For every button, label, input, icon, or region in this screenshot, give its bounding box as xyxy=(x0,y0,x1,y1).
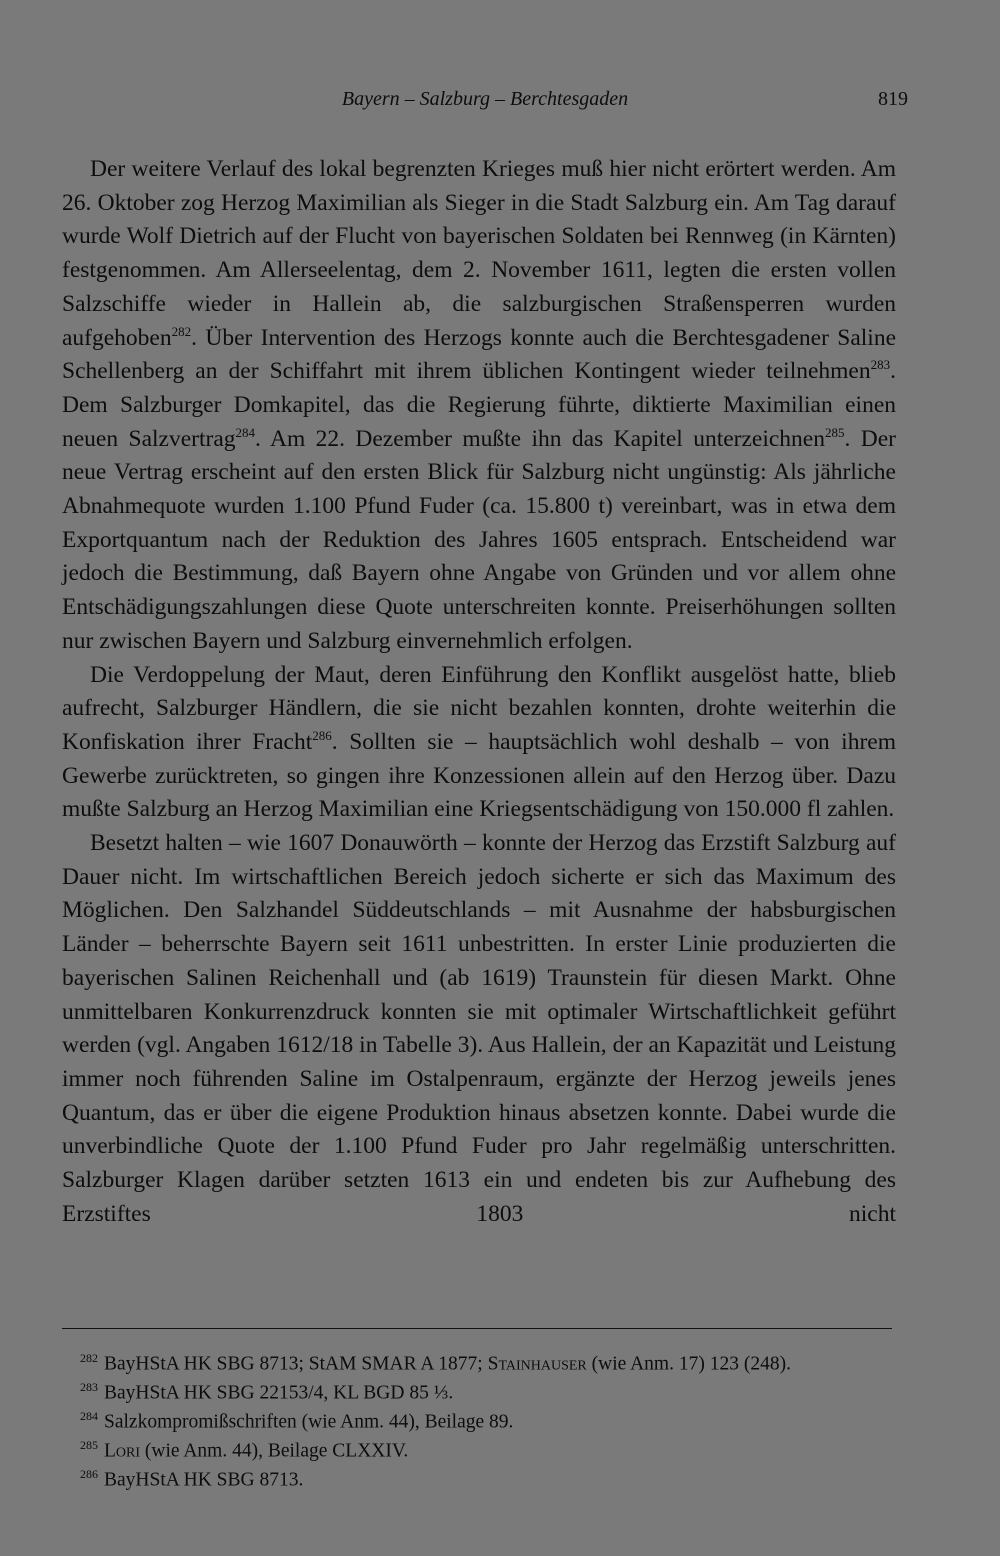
text-run: . Am 22. Dezember mußte ihn das Kapitel unterzeichnen xyxy=(255,425,825,452)
footnote-number: 282 xyxy=(80,1351,98,1365)
running-head xyxy=(62,88,908,118)
text-run: . Über Intervention des Herzogs konnte auch die Berchtesgadener Saline Schellenberg an der Schiffahrt mit ihrem üblichen Kontingent wieder teilnehmen xyxy=(62,324,896,385)
text-run: (wie Anm. 44), Beilage CLXXIV. xyxy=(140,1440,409,1462)
body-paragraph xyxy=(62,153,896,659)
footnote-reference: 282 xyxy=(171,323,192,339)
author-name: Lori xyxy=(104,1440,141,1462)
text-run: BayHStA HK SBG 22153/4, KL BGD 85 ⅓. xyxy=(104,1382,454,1404)
text-run: . Dem Salzburger Domkapitel, das die Regierung führte, diktierte Maximilian einen neuen Salzvertrag xyxy=(62,358,896,452)
text-run: BayHStA HK SBG 8713; StAM SMAR A 1877; xyxy=(104,1353,488,1375)
footnote-number: 285 xyxy=(80,1438,98,1452)
footnote xyxy=(62,1434,896,1463)
footnote-reference: 284 xyxy=(235,424,256,440)
text-run: Besetzt halten – wie 1607 Donauwörth – konnte der Herzog das Erzstift Salzburg auf Dauer nicht. Im wirtschaftlichen Bereich jedoch sicherte er sich das Maximum des Möglichen. Den Salzhandel Süddeutschlands – mit Ausnahme der habsburgischen Länder – beherrschte Bayern seit 1611 unbestritten. In erster Linie produzierten die bayerischen Salinen Reichenhall und (ab 1619) Traunstein für diesen Markt. Ohne unmittelbaren Konkurrenzdruck konnten sie mit optimaler Wirtschaftlichkeit geführt werden (vgl. Angaben 1612/18 in Tabelle 3). Aus Hallein, der an Kapazität und Leistung immer noch führenden Saline im Ostalpenraum, ergänzte der Herzog jeweils jenes Quantum, das er über die eigene Produktion hinaus absetzen konnte. Dabei wurde die unverbindliche Quote der 1.100 Pfund Fuder pro Jahr regelmäßig unterschritten. Salzburger Klagen darüber setzten 1613 ein und endeten bis zur Aufhebung des Erzstiftes 1803 nicht xyxy=(62,830,896,1227)
text-run: Der weitere Verlauf des lokal begrenzten Krieges muß hier nicht erörtert werden. Am 26. Oktober zog Herzog Maximilian als Sieger in die Stadt Salzburg ein. Am Tag darauf wurde Wolf Dietrich auf der Flucht von bayerischen Soldaten bei Rennweg (in Kärnten) festgenommen. Am Allerseelentag, dem 2. November 1611, legten die ersten vollen Salzschiffe wieder in Hallein ab, die salzburgischen Straßensperren wurden aufgehoben xyxy=(62,156,896,351)
footnote-reference: 286 xyxy=(312,728,332,744)
text-run: BayHStA HK SBG 8713. xyxy=(104,1469,304,1491)
footnote-number: 284 xyxy=(80,1409,98,1423)
footnote xyxy=(62,1405,896,1434)
footnote-number: 286 xyxy=(80,1467,98,1481)
body-paragraph xyxy=(62,659,896,828)
footnote-reference: 283 xyxy=(870,357,891,373)
footnotes xyxy=(62,1347,896,1492)
footnote xyxy=(62,1376,896,1405)
text-run: . Der neue Vertrag erscheint auf den ersten Blick für Salzburg nicht ungünstig: Als jährliche Abnahmequote wurden 1.100 Pfund Fuder (ca. 15.800 t) vereinbart, was in etwa dem Exportquantum nach der Reduktion des Jahres 1605 entsprach. Entscheidend war jedoch die Bestimmung, daß Bayern ohne Angabe von Gründen und vor allem ohne Entschädigungszahlungen diese Quote unterschreiten konnte. Preiserhöhungen sollten nur zwischen Bayern und Salzburg einvernehmlich erfolgen. xyxy=(62,425,896,654)
text-run: . Sollten sie – hauptsächlich wohl deshalb – von ihrem Gewerbe zurücktreten, so gingen ihre Konzessionen allein auf den Herzog über. Dazu mußte Salzburg an Herzog Maximilian eine Kriegsentschädigung von 150.000 fl zahlen. xyxy=(62,728,896,823)
text-run: Salzkompromißschriften (wie Anm. 44), Beilage 89. xyxy=(104,1411,514,1433)
text-run: (wie Anm. 17) 123 (248). xyxy=(586,1353,791,1375)
footnote-number: 283 xyxy=(80,1380,98,1394)
footnote xyxy=(62,1463,896,1492)
footnote-reference: 285 xyxy=(824,424,845,440)
page-number: 819 xyxy=(878,88,908,110)
body-paragraph xyxy=(62,827,896,1231)
body-text xyxy=(62,153,896,1232)
author-name: Stainhauser xyxy=(487,1353,587,1375)
footnote-divider xyxy=(62,1328,892,1329)
footnote xyxy=(62,1347,896,1376)
running-title: Bayern – Salzburg – Berchtesgaden xyxy=(341,88,629,110)
text-run: Die Verdoppelung der Maut, deren Einführung den Konflikt ausgelöst hatte, blieb aufrecht, Salzburger Händlern, die sie nicht bezahlen konnten, drohte weiterhin die Konfiskation ihrer Fracht xyxy=(62,661,896,755)
